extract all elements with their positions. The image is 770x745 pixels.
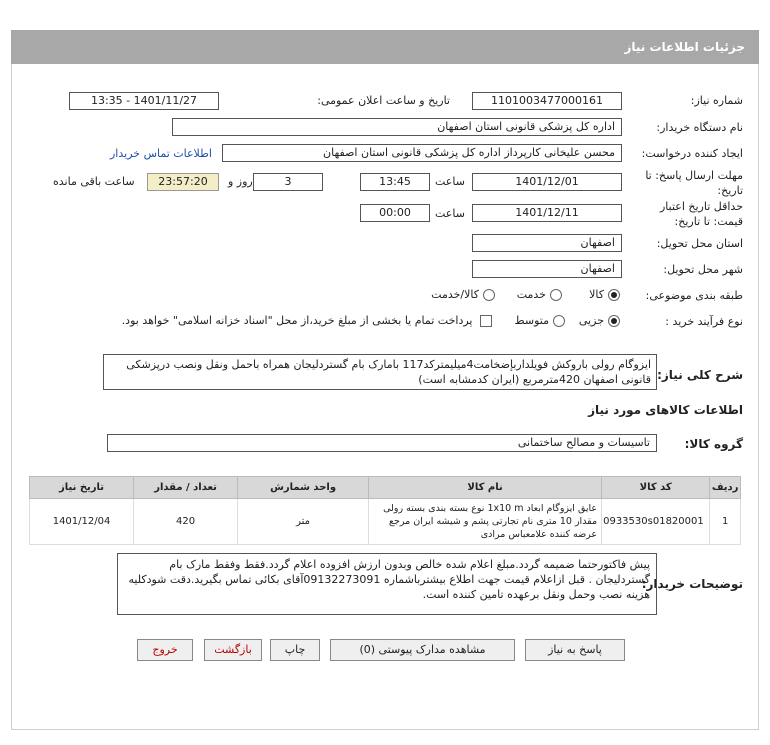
row-unit: متر: [238, 499, 369, 545]
treasury-payment-option[interactable]: [122, 314, 492, 327]
treasury-payment-note: پرداخت تمام یا بخشی از مبلغ خرید،از محل "اسناد خزانه اسلامی" خواهد بود.: [121, 314, 473, 327]
remaining-time-field: 23:57:20: [147, 173, 219, 191]
city-label: شهر محل تحویل:: [663, 263, 743, 276]
buyer-org-field: اداره کل پزشکی قانونی استان اصفهان: [172, 118, 622, 136]
exit-button[interactable]: خروج: [137, 639, 193, 661]
days-label: روز و: [228, 175, 253, 188]
validity-time-field: 00:00: [360, 204, 430, 222]
validity-date-field: 1401/12/11: [472, 204, 622, 222]
back-button[interactable]: بازگشت: [204, 639, 262, 661]
process-option-minor[interactable]: جزیی: [579, 314, 620, 327]
days-field: 3: [253, 173, 323, 191]
print-button[interactable]: چاپ: [270, 639, 320, 661]
treasury-checkbox[interactable]: [480, 315, 492, 327]
goods-table: [29, 476, 741, 545]
col-name: نام کالا: [369, 477, 602, 499]
goods-section-title: اطلاعات کالاهای مورد نیاز: [588, 403, 743, 417]
page-title: جزئیات اطلاعات نیاز: [11, 30, 759, 64]
row-code: 0933530s01820001: [602, 499, 710, 545]
goods-table-header: [30, 477, 741, 499]
radio-goods-service[interactable]: [483, 289, 495, 301]
deadline-time-field: 13:45: [360, 173, 430, 191]
col-code: کد کالا: [602, 477, 710, 499]
attachments-button[interactable]: مشاهده مدارک پیوستی (0): [330, 639, 515, 661]
buyer-org-label: نام دستگاه خریدار:: [656, 121, 743, 134]
requester-field: محسن علیخانی کارپرداز اداره کل پزشکی قانونی استان اصفهان: [222, 144, 622, 162]
remaining-label: ساعت باقی مانده: [53, 175, 135, 188]
row-name: عایق ایزوگام ابعاد 1x10 m نوع بسته بندی بسته رولی مقدار 10 متری نام تجارتی پشم و شیشه ایران مرجع عرضه کننده علامعباس مرادی: [369, 499, 602, 545]
col-date: تاریخ نیاز: [30, 477, 134, 499]
radio-goods[interactable]: [608, 289, 620, 301]
validity-label-1: حداقل تاریخ اعتبار: [659, 200, 743, 213]
radio-minor[interactable]: [608, 315, 620, 327]
city-field: اصفهان: [472, 260, 622, 278]
category-option-goods-service[interactable]: کالا/خدمت: [431, 288, 495, 301]
col-quantity: تعداد / مقدار: [134, 477, 238, 499]
radio-medium[interactable]: [553, 315, 565, 327]
need-number-field: 1101003477000161: [472, 92, 622, 110]
col-row: ردیف: [710, 477, 741, 499]
col-unit: واحد شمارش: [238, 477, 369, 499]
process-label: نوع فرآیند خرید :: [665, 315, 743, 328]
province-label: استان محل تحویل:: [656, 237, 743, 250]
row-index: 1: [710, 499, 741, 545]
deadline-label: مهلت ارسال پاسخ: تا تاریخ:: [645, 169, 743, 197]
process-option-medium[interactable]: متوسط: [514, 314, 565, 327]
row-quantity: 420: [134, 499, 238, 545]
category-option-service[interactable]: خدمت: [517, 288, 562, 301]
description-text: ایزوگام رولی باروکش فویلداربإضخامت4میلیمترکد117 بامارک بام گستردلیجان همراه باحمل ونقل ونصب درپزشکی قانونی اصفهان 420مترمربع (ایران کدمشابه است): [103, 354, 657, 390]
buyer-notes-label: توضیحات خریدار:: [641, 577, 743, 591]
validity-time-label: ساعت: [435, 207, 465, 220]
radio-service[interactable]: [550, 289, 562, 301]
province-field: اصفهان: [472, 234, 622, 252]
announce-field: 1401/11/27 - 13:35: [69, 92, 219, 110]
category-option-goods[interactable]: کالا: [589, 288, 620, 301]
need-number-label: شماره نیاز:: [690, 94, 743, 107]
row-date: 1401/12/04: [30, 499, 134, 545]
announce-label: تاریخ و ساعت اعلان عمومی:: [317, 94, 450, 107]
deadline-time-label: ساعت: [435, 175, 465, 188]
goods-group-label: گروه کالا:: [684, 437, 743, 451]
requester-label: ایجاد کننده درخواست:: [641, 147, 743, 160]
description-label: شرح کلی نیاز:: [657, 368, 743, 382]
validity-label-2: قیمت: تا تاریخ:: [674, 215, 743, 228]
contact-buyer-link[interactable]: اطلاعات تماس خریدار: [110, 147, 212, 160]
category-label: طبقه بندی موضوعی:: [645, 289, 743, 302]
reply-button[interactable]: پاسخ به نیاز: [525, 639, 625, 661]
buyer-notes-text: پیش فاکتورحتما ضمیمه گردد.مبلغ اعلام شده خالص وبدون ارزش افزوده اعلام گردد.فقط وفقط مارک بام گستردلیجان . قبل ازاعلام قیمت جهت اطلاع بیشترباشماره 09132273091آقای بکائی تماس بگیرید.دقت شودکلیه هزینه نصب وحمل ونقل برعهده تامین کننده است.: [117, 553, 657, 615]
deadline-date-field: 1401/12/01: [472, 173, 622, 191]
goods-group-field: تاسیسات و مصالح ساختمانی: [107, 434, 657, 452]
table-row: [30, 499, 741, 545]
